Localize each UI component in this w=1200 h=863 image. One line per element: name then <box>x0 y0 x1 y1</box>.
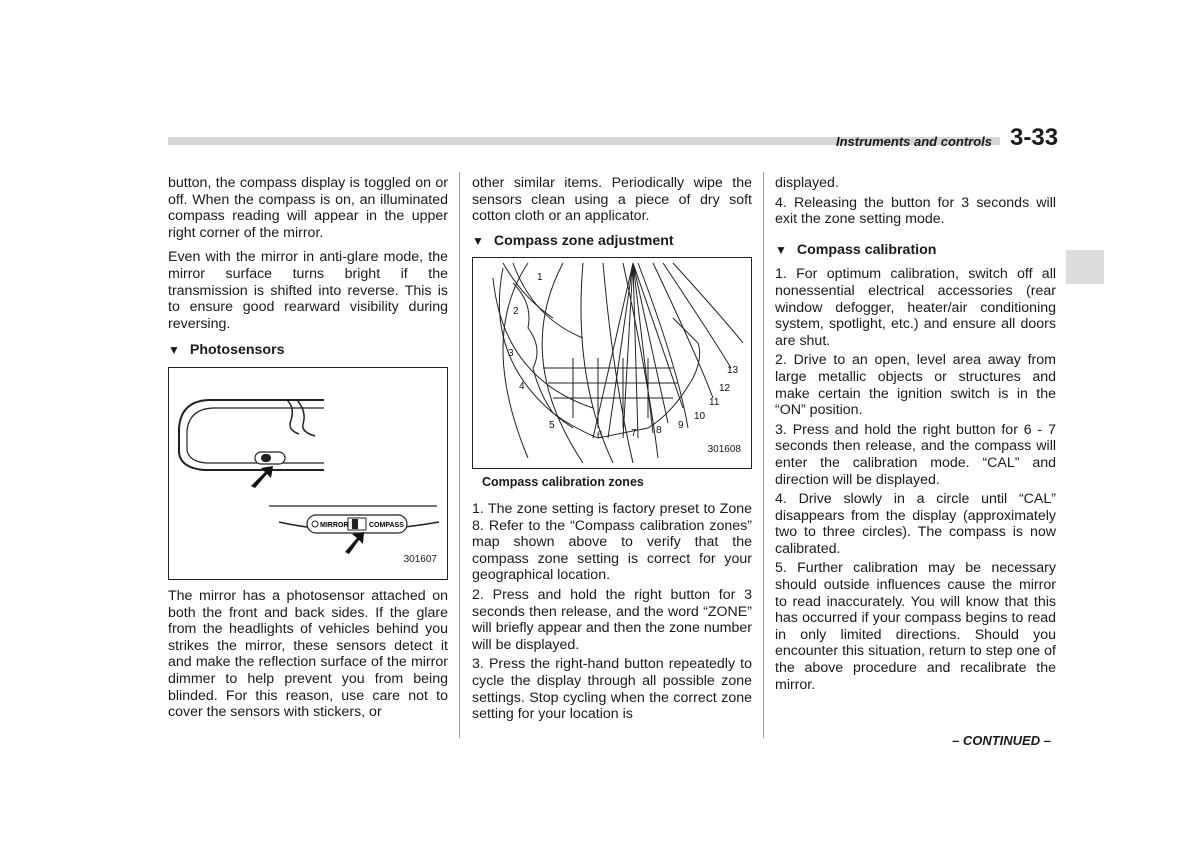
figure-code: 301608 <box>707 443 741 455</box>
paragraph: Even with the mirror in anti-glare mode, the mirror surface turns bright if the transmission is shifted into reverse. This is to ensure good rearward visibility during reversing. <box>168 249 448 332</box>
column-1 <box>168 175 448 729</box>
photosensor-figure <box>168 367 448 580</box>
heading-compass-calibration: ▼ Compass calibration <box>775 241 937 258</box>
step: 5. Further calibration may be necessary should outside influences cause the mirror to read inaccurately. You will know that this has occurred if your compass begins to read in only limited directions. Should you encounter this situation, return to step one of the above procedure and recalibrate the mirror. <box>775 560 1056 693</box>
svg-text:5: 5 <box>549 420 555 432</box>
paragraph: other similar items. Periodically wipe the sensors clean using a piece of dry soft cotton cloth or an applicator. <box>472 175 752 225</box>
svg-text:1: 1 <box>537 272 543 284</box>
svg-text:11: 11 <box>709 397 720 409</box>
step: 3. Press the right-hand button repeatedly to cycle the display through all possible zone settings. Stop cycling when the correct zone setting for your location is <box>472 656 752 723</box>
svg-text:COMPASS: COMPASS <box>369 521 404 529</box>
svg-text:12: 12 <box>719 383 731 395</box>
triangle-icon: ▼ <box>775 242 787 257</box>
heading-photosensors: ▼ Photosensors <box>168 342 285 359</box>
figure-caption: Compass calibration zones <box>482 475 644 490</box>
figure-code: 301607 <box>403 554 437 566</box>
svg-text:MIRROR: MIRROR <box>320 521 349 529</box>
step: 1. The zone setting is factory preset to Zone 8. Refer to the “Compass calibration zones” map shown above to verify that the compass zone setting is correct for your geographical location. <box>472 500 752 584</box>
section-title: Instruments and controls <box>836 134 993 149</box>
svg-text:3: 3 <box>508 348 514 360</box>
step: 2. Press and hold the right button for 3 seconds then release, and the word “ZONE” will briefly appear and then the zone number will be displayed. <box>472 586 752 653</box>
chapter-tab <box>1066 250 1104 284</box>
paragraph: displayed. <box>775 175 839 191</box>
svg-text:4: 4 <box>519 381 525 393</box>
heading-compass-zone: ▼ Compass zone adjustment <box>472 232 674 249</box>
step: 4. Releasing the button for 3 seconds will exit the zone setting mode. <box>775 194 1056 228</box>
svg-text:7: 7 <box>631 428 637 440</box>
step: 2. Drive to an open, level area away from large metallic objects or structures and make certain the ignition switch is in the “ON” position. <box>775 352 1056 419</box>
column-3 <box>775 175 1056 696</box>
zone-map-illustration <box>473 258 751 468</box>
paragraph: The mirror has a photosensor attached on both the front and back sides. If the glare from the headlights of vehicles behind you strikes the mirror, these sensors detect it and make the reflection surface of the mirror dimmer to help prevent you from being blinded. For this reason, use care not to cover the sensors with stickers, or <box>168 587 448 721</box>
step: 1. For optimum calibration, switch off all nonessential electrical accessories (rear window defogger, heater/air conditioning system, spotlight, etc.) and ensure all doors are shut. <box>775 266 1056 349</box>
svg-text:6: 6 <box>597 430 603 442</box>
continued-label: – CONTINUED – <box>952 733 1051 748</box>
column-divider <box>459 172 460 738</box>
paragraph: button, the compass display is toggled on or off. When the compass is on, an illuminated compass reading will appear in the upper right corner of the mirror. <box>168 175 448 241</box>
svg-text:10: 10 <box>694 411 706 423</box>
svg-text:2: 2 <box>513 306 519 318</box>
column-divider <box>763 172 764 738</box>
compass-zone-map <box>472 257 752 469</box>
svg-text:9: 9 <box>678 420 684 432</box>
step: 3. Press and hold the right button for 6 - 7 seconds then release, and the compass will enter the calibration mode. “CAL” and direction will be displayed. <box>775 421 1056 488</box>
mirror-illustration <box>169 368 447 579</box>
column-2 <box>472 175 752 726</box>
triangle-icon: ▼ <box>472 233 484 248</box>
svg-text:13: 13 <box>727 365 739 377</box>
page-number: 3-33 <box>1010 124 1059 151</box>
triangle-icon: ▼ <box>168 343 180 358</box>
step: 4. Drive slowly in a circle until “CAL” disappears from the display (approximately two to three circles). The compass is now calibrated. <box>775 491 1056 557</box>
svg-text:8: 8 <box>656 425 662 437</box>
